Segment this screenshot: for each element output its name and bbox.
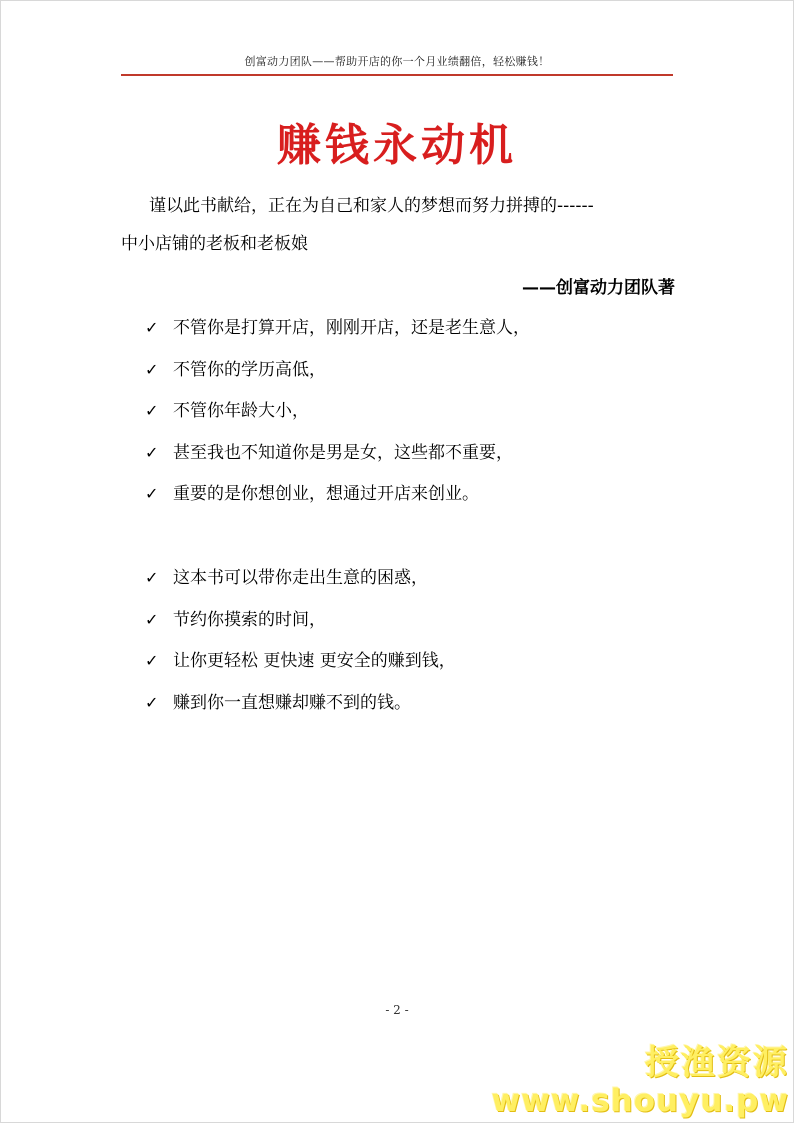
- checklist-item-text: 让你更轻松 更快速 更安全的赚到钱，: [173, 651, 456, 671]
- checklist-item-text: 赚到你一直想赚却赚不到的钱。: [173, 692, 411, 713]
- check-mark-icon: ✓: [145, 484, 159, 503]
- book-title: 赚钱永动机: [277, 120, 517, 171]
- checklist-item-text: 不管你是打算开店，刚刚开店，还是老生意人，: [173, 318, 530, 338]
- checklist-item: [145, 640, 456, 682]
- checklist-item: [145, 557, 456, 599]
- checklist-item-text: 重要的是你想创业，想通过开店来创业。: [173, 484, 479, 504]
- author-signature: ——创富动力团队著: [522, 278, 675, 298]
- checklist-audience: [145, 307, 530, 515]
- checklist-item: [145, 390, 530, 432]
- checklist-item-text: 这本书可以带你走出生意的困惑，: [173, 568, 428, 588]
- checklist-item: [145, 599, 456, 641]
- check-mark-icon: ✓: [145, 651, 159, 670]
- checklist-benefits: [145, 557, 456, 723]
- check-mark-icon: ✓: [145, 609, 159, 629]
- running-header: 创富动力团队——帮助开店的你一个月业绩翻倍，轻松赚钱！: [244, 55, 550, 68]
- checklist-item-text: 甚至我也不知道你是男是女，这些都不重要，: [173, 442, 513, 463]
- checklist-item-text: 节约你摸索的时间，: [173, 609, 326, 630]
- checklist-item: [145, 349, 530, 391]
- checklist-item-text: 不管你年龄大小，: [173, 401, 309, 421]
- checklist-item: [145, 307, 530, 349]
- header-divider: [121, 74, 673, 76]
- watermark-cn-text: 授渔资源: [645, 1043, 789, 1083]
- check-mark-icon: ✓: [145, 442, 159, 462]
- check-mark-icon: ✓: [145, 401, 159, 420]
- check-mark-icon: ✓: [145, 318, 159, 337]
- check-mark-icon: ✓: [145, 568, 159, 587]
- checklist-item: [145, 473, 530, 515]
- watermark-url-text: www.shouyu.pw: [491, 1083, 789, 1119]
- dedication-paragraph: [121, 187, 677, 263]
- check-mark-icon: ✓: [145, 359, 159, 379]
- checklist-item-text: 不管你的学历高低，: [173, 359, 326, 380]
- dedication-line-2: 中小店铺的老板和老板娘: [121, 234, 308, 254]
- page-number: - 2 -: [385, 1003, 409, 1017]
- dedication-line-1: 谨以此书献给，正在为自己和家人的梦想而努力拼搏的------: [149, 196, 594, 216]
- checklist-item: [145, 432, 530, 474]
- checklist-item: [145, 682, 456, 724]
- check-mark-icon: ✓: [145, 692, 159, 712]
- watermark: [492, 1043, 789, 1119]
